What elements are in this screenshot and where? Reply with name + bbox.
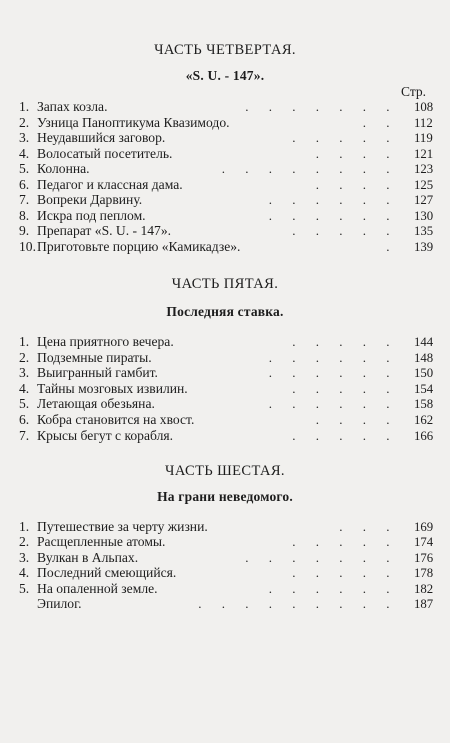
part-subtitle: «S. U. - 147». <box>185 68 265 83</box>
leader-dots: . . . . . <box>292 130 398 146</box>
toc-entry <box>0 146 450 162</box>
entry-number: 3. <box>19 365 30 381</box>
entry-number: 5. <box>19 161 30 177</box>
entry-number: 8. <box>19 207 30 223</box>
part-subtitle: Последняя ставка. <box>166 304 284 319</box>
part-title: ЧАСТЬ ПЯТАЯ. <box>171 276 279 292</box>
toc-entry <box>0 565 450 581</box>
entry-number: 7. <box>19 192 30 208</box>
entry-title: Колонна. <box>37 161 90 177</box>
entry-page: 119 <box>414 131 433 146</box>
toc-entry <box>0 550 450 566</box>
entry-number: 2. <box>19 534 30 550</box>
entry-title: Эпилог. <box>37 596 82 611</box>
toc-entry <box>0 208 450 224</box>
toc-entry <box>0 350 450 366</box>
toc-entry <box>0 223 450 239</box>
entry-title: Выигранный гамбит. <box>37 365 158 381</box>
entry-page: 166 <box>414 428 434 443</box>
entry-title: Крысы бегут с корабля. <box>37 427 174 443</box>
entry-number: 1. <box>19 334 30 349</box>
toc-entry <box>0 365 450 381</box>
toc-entry <box>0 161 450 177</box>
entry-title: Вулкан в Альпах. <box>37 549 139 565</box>
entry-number: 2. <box>19 114 30 130</box>
entry-title: Запах козла. <box>37 99 108 114</box>
entry-number: 5. <box>19 396 30 412</box>
entry-page: 130 <box>414 208 434 223</box>
toc-entry <box>0 428 450 444</box>
entry-page: 139 <box>414 239 434 254</box>
toc-entry <box>0 581 450 597</box>
entry-page: 121 <box>414 146 434 161</box>
leader-dots: . . . . . . . <box>245 99 398 114</box>
entry-number: 6. <box>19 176 30 192</box>
entry-number: 2. <box>19 349 30 365</box>
toc-entry <box>0 412 450 428</box>
leader-dots: . . . . . . . . . <box>198 596 398 611</box>
leader-dots: . . . . . . <box>268 365 398 381</box>
entry-number: 9. <box>19 223 30 239</box>
entry-number: 4. <box>19 380 30 396</box>
entry-title: На опаленной земле. <box>37 580 158 596</box>
toc-entry <box>0 534 450 550</box>
leader-dots: . . . . . . <box>268 207 398 223</box>
leader-dots: . . . . . <box>292 534 398 550</box>
entry-page: 178 <box>414 566 434 581</box>
entry-page: 127 <box>414 193 434 208</box>
entry-title: Тайны мозговых извилин. <box>37 380 188 396</box>
toc-entry <box>0 99 450 115</box>
entry-page: 112 <box>414 115 433 130</box>
entry-title: Волосатый посетитель. <box>37 145 173 161</box>
entry-page: 162 <box>414 413 434 427</box>
entry-page: 187 <box>414 597 434 611</box>
leader-dots: . . . . . <box>292 380 398 396</box>
entry-title: Приготовьте порцию «Камикадзе». <box>37 238 241 254</box>
leader-dots: . . . . <box>315 412 398 427</box>
entry-number: 3. <box>19 549 30 565</box>
leader-dots: . . . . . . <box>268 580 398 596</box>
entry-page: 123 <box>414 162 434 177</box>
entry-page: 108 <box>414 100 434 114</box>
toc-entry <box>0 381 450 397</box>
toc-entry <box>0 115 450 131</box>
entry-title: Вопреки Дарвину. <box>37 192 143 208</box>
entry-title: Узница Паноптикума Квазимодо. <box>37 114 230 130</box>
entry-page: 176 <box>414 550 434 565</box>
entry-title: Расщепленные атомы. <box>37 534 166 550</box>
leader-dots: . . . . . . . <box>245 549 398 565</box>
toc-entry <box>0 396 450 412</box>
leader-dots: . . . . . <box>292 565 398 581</box>
entry-number: 1. <box>19 99 30 114</box>
entry-title: Кобра становится на хвост. <box>37 412 195 427</box>
entry-page: 144 <box>414 335 434 349</box>
toc-entry <box>0 519 450 535</box>
entry-page: 125 <box>414 177 434 192</box>
entry-page: 158 <box>414 397 434 412</box>
part-title: ЧАСТЬ ЧЕТВЕРТАЯ. <box>154 42 296 58</box>
toc-entry <box>0 130 450 146</box>
toc-entry <box>0 334 450 350</box>
entry-title: Искра под пеплом. <box>37 207 146 223</box>
leader-dots: . . . . . <box>292 334 398 349</box>
toc-entry <box>0 177 450 193</box>
entry-number: 4. <box>19 145 30 161</box>
entry-page: 135 <box>414 224 434 239</box>
entry-number: 1. <box>19 519 30 534</box>
leader-dots: . . . . . <box>292 223 398 239</box>
part-title: ЧАСТЬ ШЕСТАЯ. <box>165 463 285 479</box>
entry-title: Препарат «S. U. - 147». <box>37 223 172 239</box>
entry-page: 174 <box>414 535 434 550</box>
part-subtitle: На грани неведомого. <box>157 489 293 504</box>
page-column-label: Стр. <box>401 84 427 99</box>
entry-title: Летающая обезьяна. <box>37 396 155 412</box>
entry-number: 6. <box>19 412 30 427</box>
toc-entry <box>0 596 450 612</box>
toc-entry <box>0 192 450 208</box>
leader-dots: . . . . . . <box>268 396 398 412</box>
entry-page: 148 <box>414 350 434 365</box>
entry-page: 154 <box>414 381 434 396</box>
toc-entry <box>0 239 450 255</box>
entry-number: 10. <box>19 238 36 254</box>
entry-number: 7. <box>19 427 30 443</box>
leader-dots: . . . . . . . . <box>221 161 398 177</box>
entry-page: 169 <box>414 520 434 534</box>
leader-dots: . <box>386 238 398 254</box>
leader-dots: . . . . <box>315 145 398 161</box>
entry-title: Подземные пираты. <box>37 349 152 365</box>
entry-page: 182 <box>414 581 434 596</box>
entry-title: Последний смеющийся. <box>37 565 177 581</box>
entry-title: Неудавшийся заговор. <box>37 130 166 146</box>
leader-dots: . . . . . . <box>268 349 398 365</box>
leader-dots: . . . <box>339 519 398 534</box>
entry-title: Педагог и классная дама. <box>37 176 183 192</box>
leader-dots: . . . . . . <box>268 192 398 208</box>
entry-number: 5. <box>19 580 30 596</box>
leader-dots: . . . . <box>315 176 398 192</box>
entry-page: 150 <box>414 366 434 381</box>
leader-dots: . . . . . <box>292 427 398 443</box>
entry-title: Путешествие за черту жизни. <box>37 519 208 534</box>
leader-dots: . . <box>362 114 398 130</box>
entry-title: Цена приятного вечера. <box>37 334 174 349</box>
entry-number: 4. <box>19 565 30 581</box>
entry-number: 3. <box>19 130 30 146</box>
